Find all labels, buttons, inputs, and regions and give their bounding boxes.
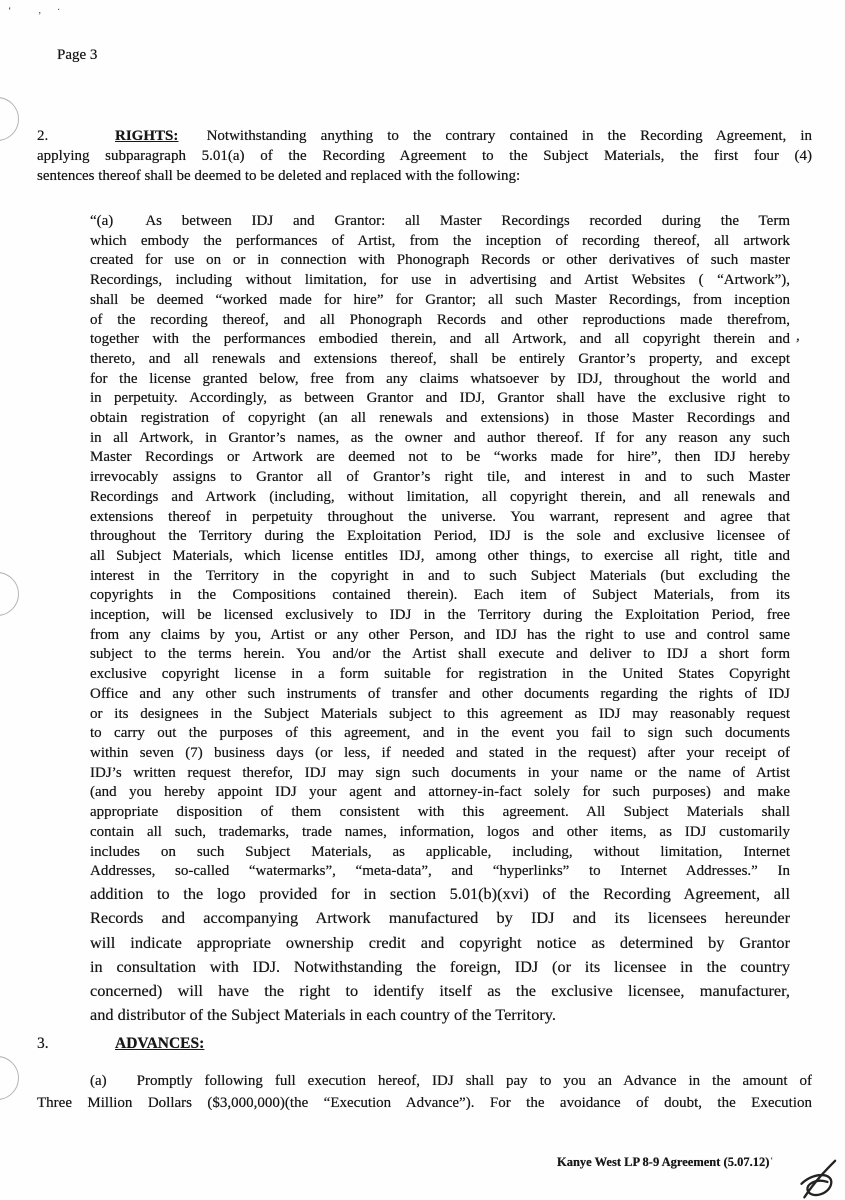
paragraph-line: (and you hereby appoint IDJ your agent and attorney-in-fact solely for such purposes) and make xyxy=(90,784,790,801)
paragraph-line: of the recording thereof, and all Phonograph Records and other reproductions made therefrom, xyxy=(90,311,790,328)
paragraph-line: Recordings, including without limitation, for use in advertising and Artist Websites ( “Artwork”), xyxy=(90,272,790,289)
paragraph-line: created for use on or in connection with Phonograph Records or other derivatives of such master xyxy=(90,252,790,269)
section-number: 3. xyxy=(37,1035,49,1052)
paragraph-line: copyrights in the Compositions contained therein). Each item of Subject Materials, from its xyxy=(90,587,790,604)
stray-comma-mark: , xyxy=(796,328,800,344)
handwritten-initials xyxy=(784,1155,842,1200)
paragraph-line: interest in the Territory in the copyright in and to such Subject Materials (but excluding the xyxy=(90,567,790,584)
paragraph-line: within seven (7) business days (or less, if needed and stated in the request) after your receipt of xyxy=(90,744,790,761)
paragraph-line: applying subparagraph 5.01(a) of the Recording Agreement to the Subject Materials, the first four (4) xyxy=(37,148,812,164)
paragraph-line: addition to the logo provided for in section 5.01(b)(xvi) of the Recording Agreement, all xyxy=(90,883,790,903)
paragraph-line: irrevocably assigns to Grantor all of Grantor’s right tile, and interest in and to such Master xyxy=(90,469,790,486)
paragraph-text: Notwithstanding anything to the contrary contained in the Recording Agreement, in xyxy=(206,128,812,144)
paragraph-line: appropriate disposition of them consistent with this agreement. All Subject Materials shall xyxy=(90,804,790,821)
paragraph-line: shall be deemed “worked made for hire” for Grantor; all such Master Recordings, from inception xyxy=(90,291,790,308)
section-heading: ADVANCES: xyxy=(115,1035,205,1052)
paragraph-line: will indicate appropriate ownership credit and copyright notice as determined by Grantor xyxy=(90,932,790,952)
paragraph-line: obtain registration of copyright (an all renewals and extensions) in those Master Recordings and xyxy=(90,410,790,427)
paragraph-line: in perpetuity. Accordingly, as between Grantor and IDJ, Grantor shall have the exclusive right to xyxy=(90,390,790,407)
paragraph-line: and distributor of the Subject Materials in each country of the Territory. xyxy=(90,1005,556,1025)
quoted-clause-a xyxy=(90,212,790,1028)
paragraph-line: exclusive copyright license in a form suitable for registration in the United States Copyright xyxy=(90,666,790,683)
section-number: 2. xyxy=(37,128,49,144)
paragraph-line: thereto, and all renewals and extensions thereof, shall be entirely Grantor’s property, and except xyxy=(90,350,790,367)
paragraph-line: extensions thereof in perpetuity throughout the universe. You warrant, represent and agree that xyxy=(90,508,790,525)
clause-label: (a) xyxy=(90,1073,107,1089)
paragraph-line: all Subject Materials, which license entitles IDJ, among other things, to exercise all right, title and xyxy=(90,547,790,564)
scan-speckle: ‘ xyxy=(8,6,12,17)
hole-punch xyxy=(0,1056,19,1100)
clause-body-lines xyxy=(90,232,790,882)
page-number-label: Page 3 xyxy=(57,47,98,63)
clause-label: “(a) xyxy=(90,213,114,229)
scan-speckle: · xyxy=(57,5,61,16)
section-heading: RIGHTS: xyxy=(115,128,179,144)
section-rights-paragraph xyxy=(37,126,812,186)
paragraph-line xyxy=(37,1071,812,1093)
paragraph-line: Records and accompanying Artwork manufactured by IDJ and its licensees hereunder xyxy=(90,908,790,928)
paragraph-line: to carry out the purposes of this agreement, and in the event you fail to sign such documents xyxy=(90,725,790,742)
section-advances-paragraph xyxy=(37,1071,812,1114)
paragraph-line: Office and any other such instruments of transfer and other documents regarding the rights of IDJ xyxy=(90,685,790,702)
paragraph-line: inception, will be licensed exclusively to IDJ in the Territory during the Exploitation Period, free xyxy=(90,607,790,624)
paragraph-line xyxy=(90,212,790,232)
paragraph-line: concerned) will have the right to identify itself as the exclusive licensee, manufacturer, xyxy=(90,981,790,1001)
paragraph-line: for the license granted below, free from any claims whatsoever by IDJ, throughout the world and xyxy=(90,370,790,387)
hole-punch xyxy=(0,97,19,141)
paragraph-line: Addresses, so-called “watermarks”, “meta-data”, and “hyperlinks” to Internet Addresses.” In xyxy=(90,863,790,880)
paragraph-line: Master Recordings or Artwork are deemed not to be “works made for hire”, then IDJ hereby xyxy=(90,449,790,466)
scan-speckle: ‘ xyxy=(770,1156,774,1167)
paragraph-line: which embody the performances of Artist, from the inception of recording thereof, all artwork xyxy=(90,232,790,249)
paragraph-line: from any claims by you, Artist or any other Person, and IDJ has the right to use and control same xyxy=(90,626,790,643)
hole-punch xyxy=(0,572,19,616)
scan-speckle: ’ xyxy=(38,11,42,22)
paragraph-text: Promptly following full execution hereof, IDJ shall pay to you an Advance in the amount of xyxy=(136,1073,812,1089)
paragraph-line: contain all such, trademarks, trade names, information, logos and other items, as IDJ customarily xyxy=(90,823,790,840)
paragraph-line: IDJ’s written request therefor, IDJ may sign such documents in your name or the name of Artist xyxy=(90,764,790,781)
paragraph-line: throughout the Territory during the Exploitation Period, IDJ is the sole and exclusive licensee of xyxy=(90,528,790,545)
footer-document-title: Kanye West LP 8-9 Agreement (5.07.12) xyxy=(557,1155,770,1169)
paragraph-line xyxy=(37,126,812,146)
paragraph-line: subject to the terms herein. You and/or the Artist shall execute and deliver to IDJ a short form xyxy=(90,646,790,663)
clause-body-lines-large xyxy=(90,882,790,1003)
section-advances-heading xyxy=(37,1035,204,1053)
paragraph-line: in consultation with IDJ. Notwithstanding the foreign, IDJ (or its licensee in the country xyxy=(90,956,790,976)
paragraph-line: or its designees in the Subject Materials subject to this agreement as IDJ may reasonably request xyxy=(90,705,790,722)
paragraph-text: As between IDJ and Grantor: all Master Recordings recorded during the Term xyxy=(145,213,790,229)
paragraph-line: Three Million Dollars ($3,000,000)(the “Execution Advance”). For the avoidance of doubt, the Execution xyxy=(37,1094,812,1111)
paragraph-line: includes on such Subject Materials, as applicable, including, without limitation, Internet xyxy=(90,843,790,860)
paragraph-line: in all Artwork, in Grantor’s names, as the owner and author thereof. If for any reason any such xyxy=(90,429,790,446)
paragraph-line: together with the performances embodied therein, and all Artwork, and all copyright therein and xyxy=(90,331,790,348)
paragraph-line: sentences thereof shall be deemed to be deleted and replaced with the following: xyxy=(37,168,521,184)
paragraph-line: Recordings and Artwork (including, without limitation, all copyright therein, and all renewals and xyxy=(90,488,790,505)
